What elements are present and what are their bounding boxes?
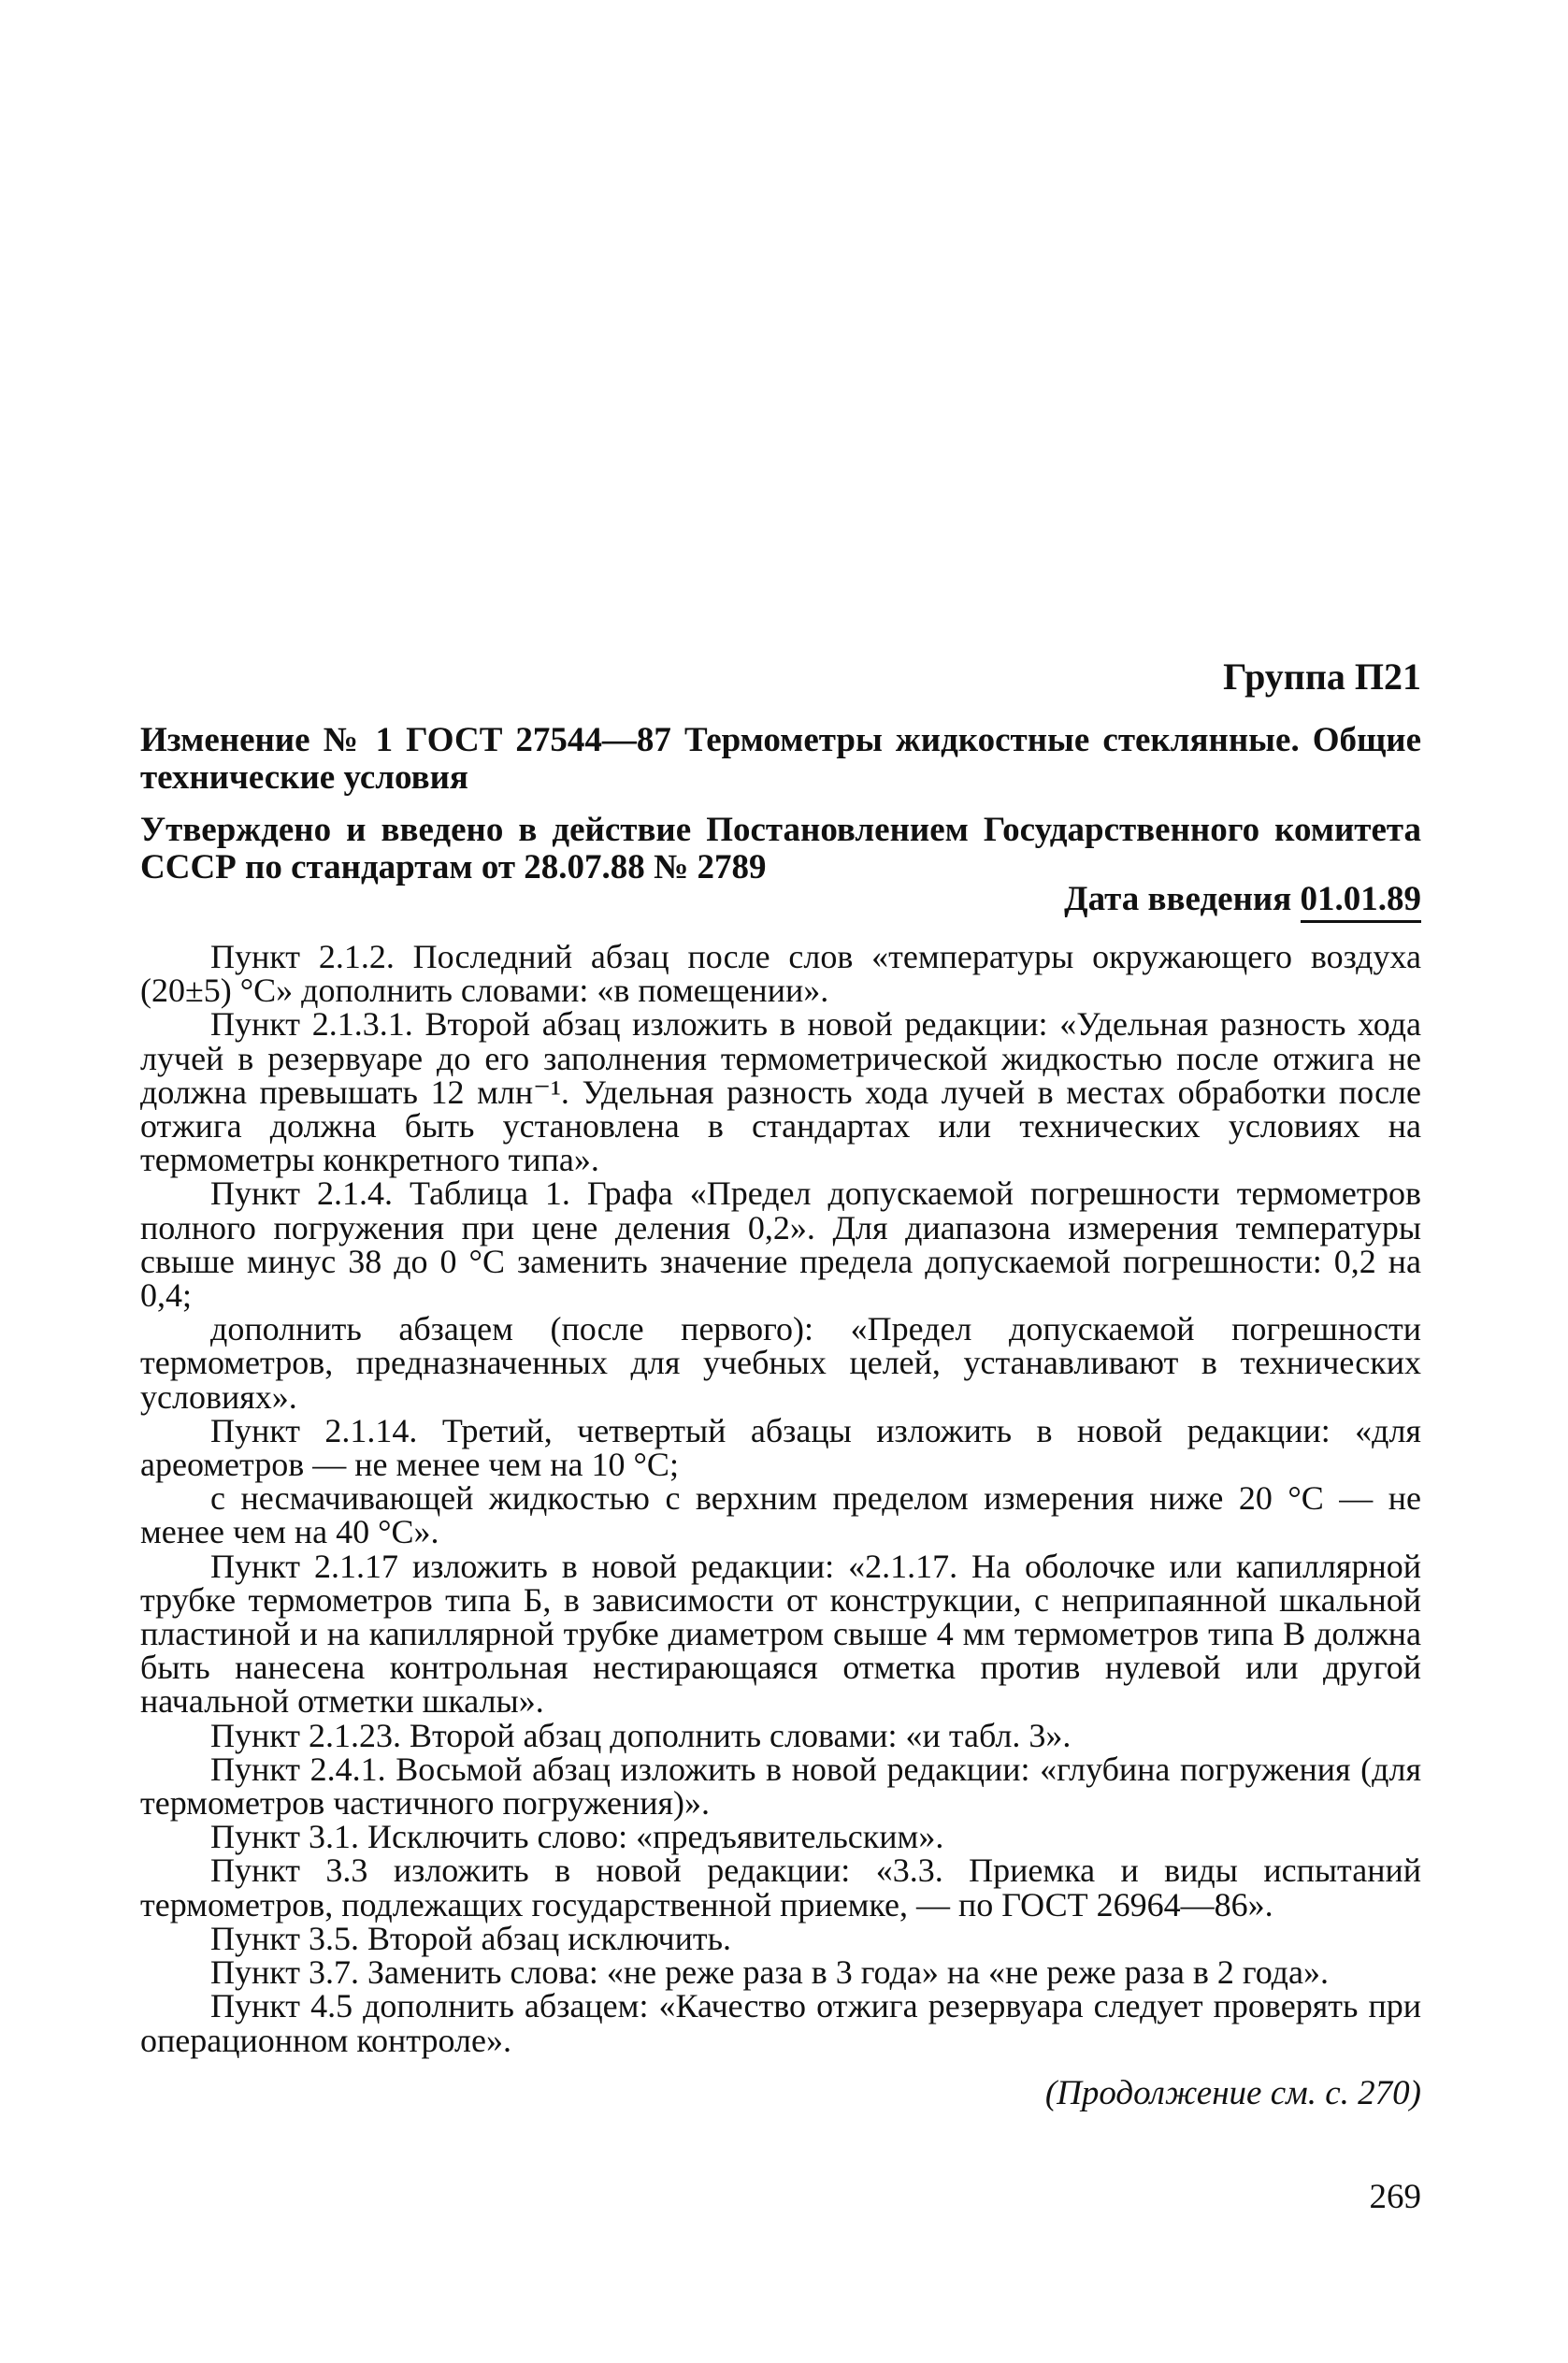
paragraph: Пункт 3.3 изложить в новой редакции: «3.3. Приемка и виды испытаний термометров, подлежащих государственной приемке, — по ГОСТ 26964—86». [140,1851,1421,1924]
effective-date-value: 01.01.89 [1301,880,1422,923]
paragraph: Пункт 3.1. Исключить слово: «предъявительским». [210,1818,944,1856]
amendment-body [140,940,1421,2057]
approval-statement: Утверждено и введено в действие Постановлением Государственного комитета СССР по стандартам от 28.07.88 № 2789 [140,811,1421,886]
paragraph: Пункт 3.7. Заменить слова: «не реже раза в 3 года» на «не реже раза в 2 года». [210,1953,1329,1992]
paragraph: Пункт 2.1.3.1. Второй абзац изложить в новой редакции: «Удельная разность хода лучей в резервуаре до его заполнения термометрической жидкостью после отжига не должна превышать 12 млн⁻¹. Удельная разность хода лучей в местах обработки после отжига должна быть установлена в стандартах или технических условиях на термометры конкретного типа». [140,1005,1421,1179]
paragraph: дополнить абзацем (после первого): «Предел допускаемой погрешности термометров, предназначенных для учебных целей, устанавливают в технических условиях». [140,1310,1421,1416]
paragraph: Пункт 2.1.17 изложить в новой редакции: «2.1.17. На оболочке или капиллярной трубке термометров типа Б, в зависимости от конструкции, с неприпаянной шкальной пластиной и на капиллярной трубке диаметром свыше 4 мм термометров типа В должна быть нанесена контрольная нестирающаяся отметка против нулевой или другой начальной отметки шкалы». [140,1547,1421,1721]
effective-date-label: Дата введения [1064,880,1301,918]
paragraph: Пункт 2.1.23. Второй абзац дополнить словами: «и табл. 3». [210,1716,1072,1754]
paragraph: Пункт 4.5 дополнить абзацем: «Качество отжига резервуара следует проверять при операционном контроле». [140,1987,1421,2059]
continuation-note: (Продолжение см. с. 270) [1044,2074,1421,2112]
paragraph: Пункт 2.1.14. Третий, четвертый абзацы изложить в новой редакции: «для ареометров — не менее чем на 10 °С; [140,1411,1421,1484]
paragraph: Пункт 2.4.1. Восьмой абзац изложить в новой редакции: «глубина погружения (для термометров частичного погружения)». [140,1750,1421,1823]
paragraph: Пункт 2.1.2. Последний абзац после слов «температуры окружающего воздуха (20±5) °С» дополнить словами: «в помещении». [140,938,1421,1010]
effective-date [982,881,1421,918]
paragraph: Пункт 2.1.4. Таблица 1. Графа «Предел допускаемой погрешности термометров полного погружения при цене деления 0,2». Для диапазона измерения температуры свыше минус 38 до 0 °С заменить значение предела допускаемой погрешности: 0,2 на 0,4; [140,1174,1421,1315]
amendment-title: Изменение № 1 ГОСТ 27544—87 Термометры жидкостные стеклянные. Общие технические условия [140,721,1421,797]
paragraph: Пункт 3.5. Второй абзац исключить. [210,1919,732,1957]
page-number: 269 [1369,2178,1421,2216]
group-code: Группа П21 [1223,656,1421,698]
paragraph: с несмачивающей жидкостью с верхним пределом измерения ниже 20 °С — не менее чем на 40 °С». [140,1479,1421,1551]
